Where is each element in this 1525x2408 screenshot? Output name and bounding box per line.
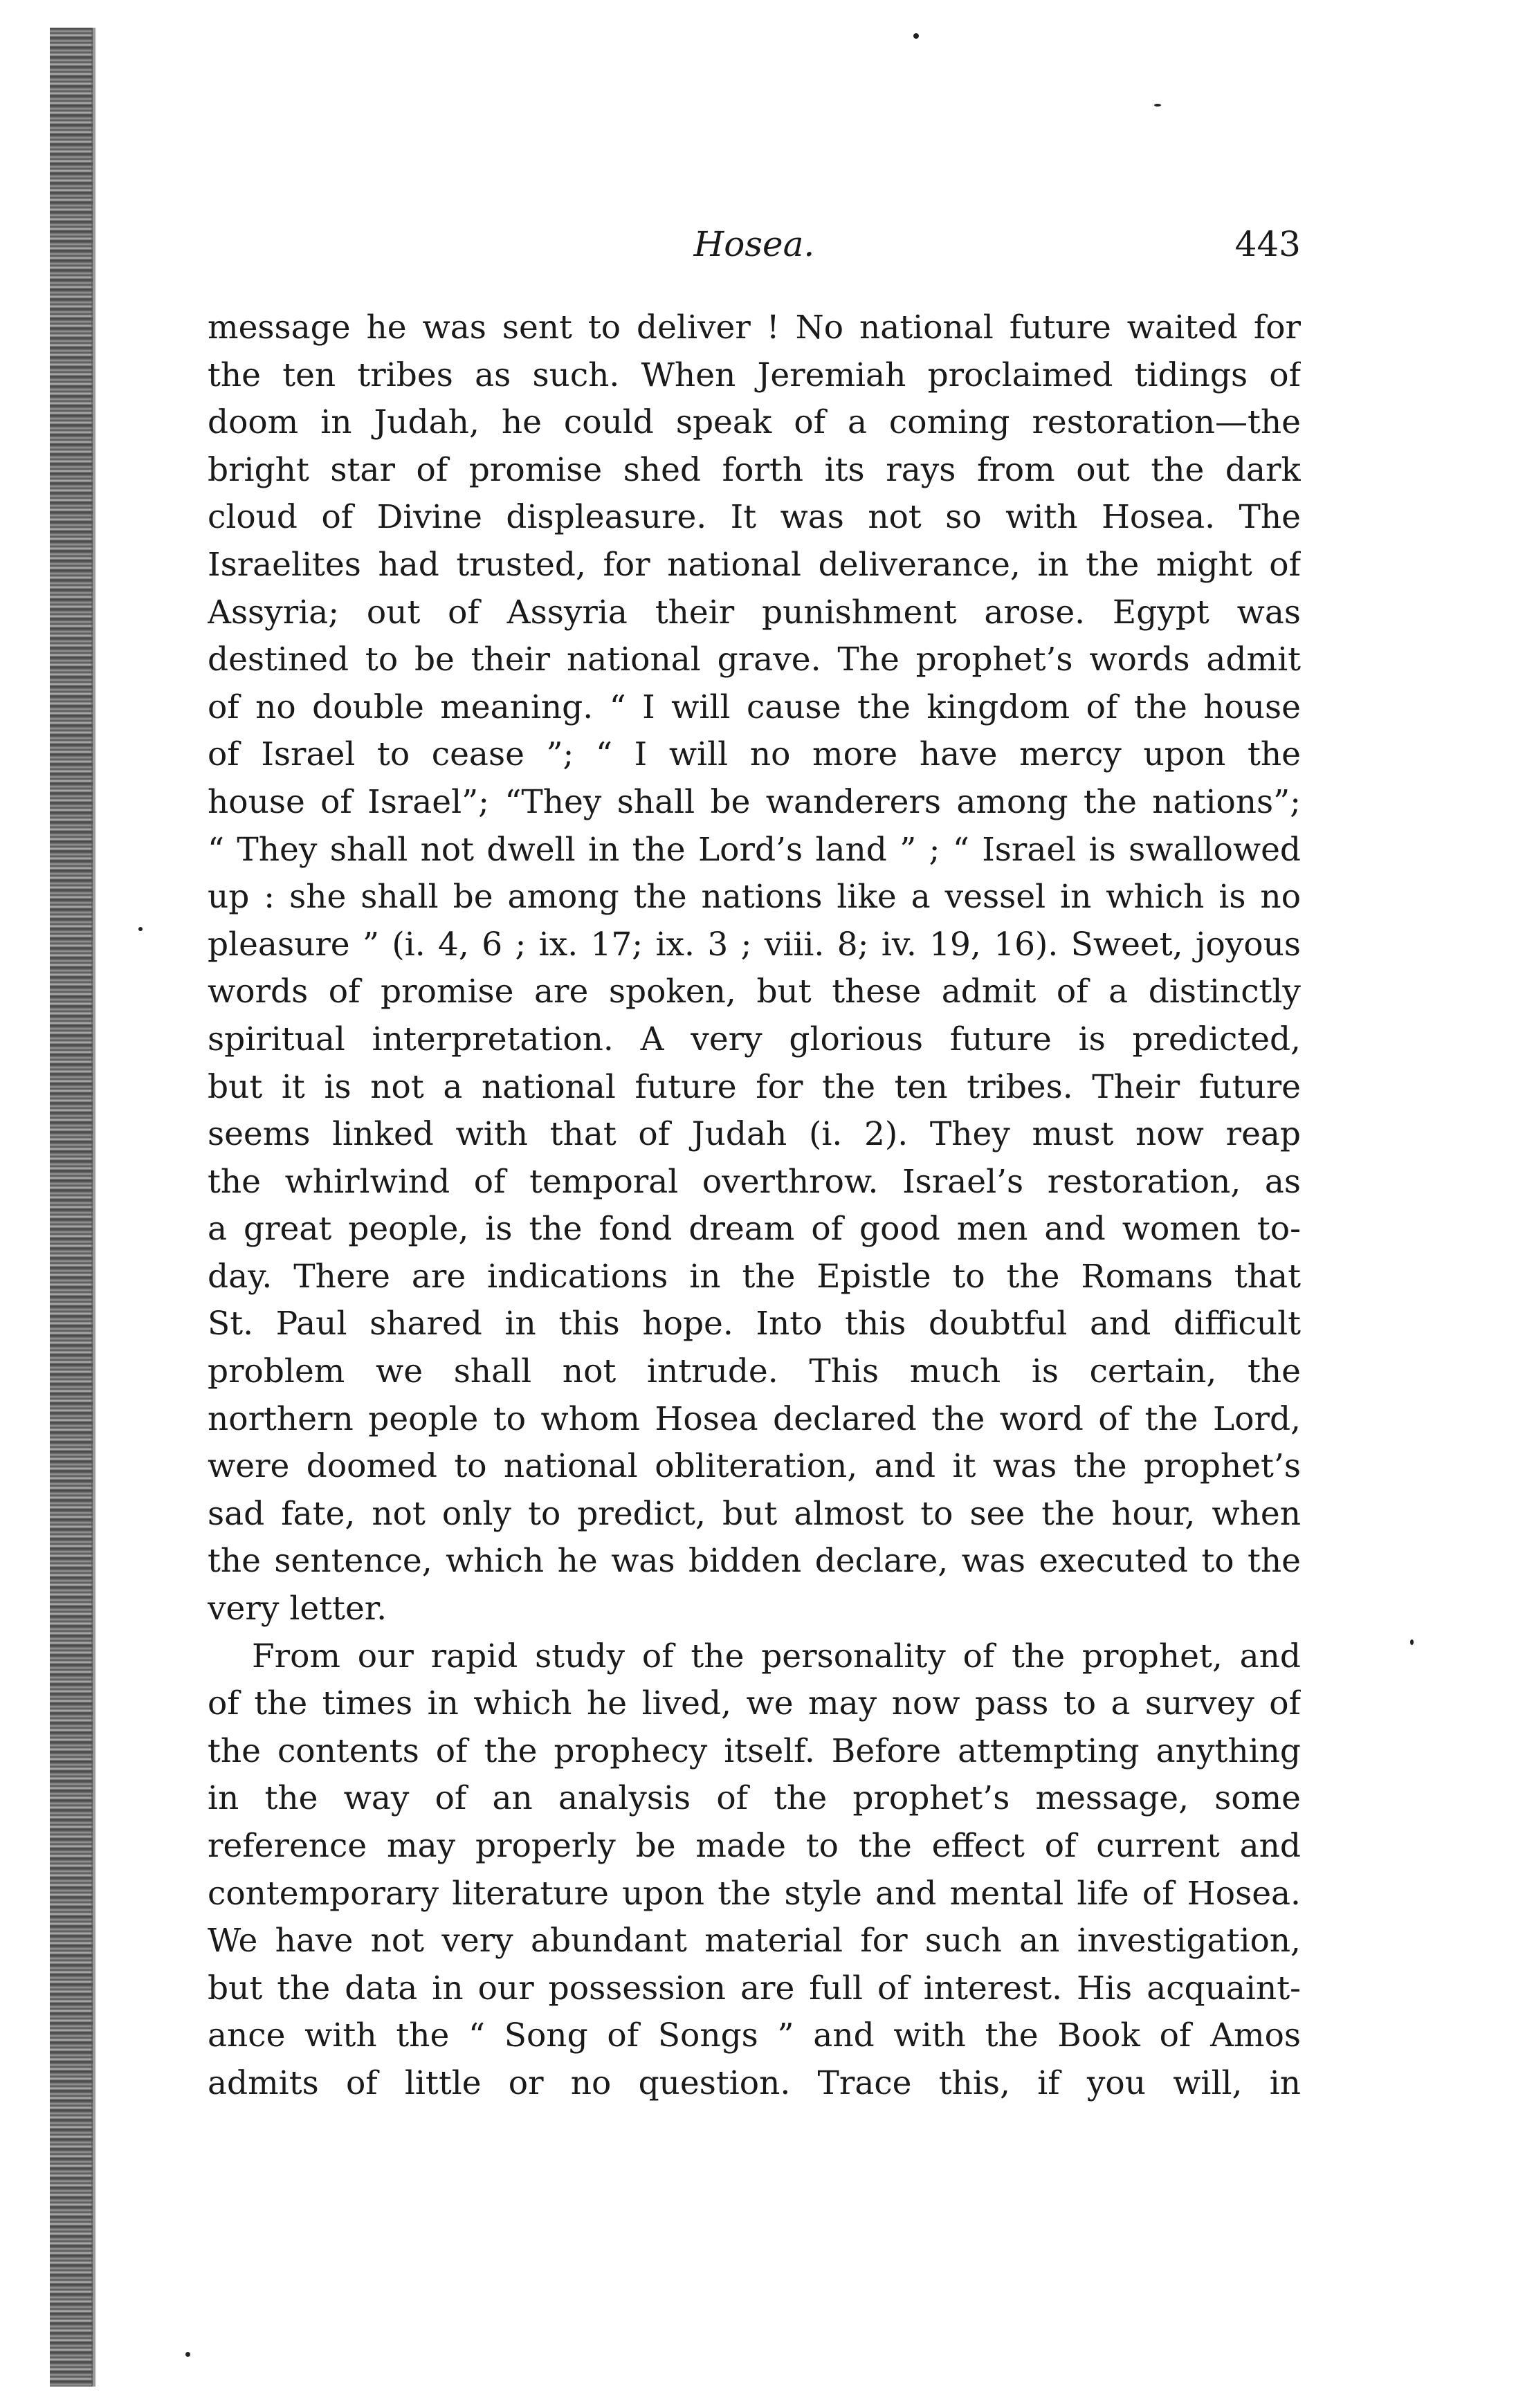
text-line: ance with the “ Song of Songs ” and with the Book of Amos xyxy=(208,2016,1301,2055)
text-line: bright star of promise shed forth its rays from out the dark xyxy=(208,450,1301,489)
text-line: of Israel to cease ”; “ I will no more have mercy upon the xyxy=(208,735,1301,774)
binding-shadow xyxy=(91,28,95,2387)
text-line: reference may properly be made to the effect of current and xyxy=(208,1827,1301,1865)
text-line: very letter. xyxy=(208,1590,387,1628)
text-line: cloud of Divine displeasure. It was not so with Hosea. The xyxy=(208,498,1301,537)
text-line: of the times in which he lived, we may now pass to a survey of xyxy=(208,1684,1301,1723)
text-line: Israelites had trusted, for national deliverance, in the might of xyxy=(208,545,1301,584)
text-line: words of promise are spoken, but these admit of a distinctly xyxy=(208,973,1301,1011)
text-line: sad fate, not only to predict, but almost to see the hour, when xyxy=(208,1494,1301,1533)
ink-speck xyxy=(185,2352,190,2357)
text-line: destined to be their national grave. The prophet’s words admit xyxy=(208,641,1301,679)
text-line: From our rapid study of the personality of the prophet, and xyxy=(252,1637,1301,1675)
text-line: problem we shall not intrude. This much is certain, the xyxy=(208,1352,1301,1391)
text-line: day. There are indications in the Epistle to the Romans that xyxy=(208,1257,1301,1296)
text-line: the ten tribes as such. When Jeremiah proclaimed tidings of xyxy=(208,356,1301,394)
running-title: Hosea. xyxy=(693,224,815,264)
paragraph xyxy=(208,304,1301,1633)
ink-speck xyxy=(138,927,143,931)
text-line: Assyria; out of Assyria their punishment arose. Egypt was xyxy=(208,593,1301,632)
text-line: of no double meaning. “ I will cause the kingdom of the house xyxy=(208,688,1301,726)
text-line: doom in Judah, he could speak of a coming restoration—the xyxy=(208,403,1301,442)
text-line: We have not very abundant material for such an investigation, xyxy=(208,1922,1301,1960)
text-line: in the way of an analysis of the prophet’s message, some xyxy=(208,1779,1301,1818)
text-line: message he was sent to deliver ! No national future waited for xyxy=(208,309,1301,347)
body-text xyxy=(208,304,1301,2108)
text-line: spiritual interpretation. A very glorious future is predicted, xyxy=(208,1020,1301,1058)
text-line: but the data in our possession are full of interest. His acquaint- xyxy=(208,1969,1301,2007)
text-line: St. Paul shared in this hope. Into this doubtful and difficult xyxy=(208,1305,1301,1343)
text-line: up : she shall be among the nations like a vessel in which is no xyxy=(208,878,1301,917)
ink-speck xyxy=(913,33,919,39)
text-line: house of Israel”; “They shall be wanderers among the nations”; xyxy=(208,782,1301,821)
text-line: the whirlwind of temporal overthrow. Israel’s restoration, as xyxy=(208,1162,1301,1201)
text-line: the contents of the prophecy itself. Before attempting anything xyxy=(208,1731,1301,1770)
text-line: but it is not a national future for the ten tribes. Their future xyxy=(208,1067,1301,1106)
text-line: the sentence, which he was bidden declare, was executed to the xyxy=(208,1542,1301,1581)
text-line: pleasure ” (i. 4, 6 ; ix. 17; ix. 3 ; viii. 8; iv. 19, 16). Sweet, joyous xyxy=(208,925,1301,964)
text-line: “ They shall not dwell in the Lord’s land ” ; “ Israel is swallowed xyxy=(208,830,1301,869)
text-line: admits of little or no question. Trace this, if you will, in xyxy=(208,2064,1301,2102)
text-line: northern people to whom Hosea declared the word of the Lord, xyxy=(208,1399,1301,1438)
text-line: were doomed to national obliteration, and it was the prophet’s xyxy=(208,1447,1301,1486)
book-binding-edge xyxy=(50,28,93,2387)
ink-speck xyxy=(1410,1639,1414,1645)
text-line: contemporary literature upon the style and mental life of Hosea. xyxy=(208,1874,1301,1913)
running-header xyxy=(208,220,1301,268)
text-line: seems linked with that of Judah (i. 2). They must now reap xyxy=(208,1115,1301,1154)
page-number: 443 xyxy=(1234,224,1301,264)
text-line: a great people, is the fond dream of good men and women to- xyxy=(208,1210,1301,1249)
ink-speck xyxy=(1154,104,1161,107)
paragraph xyxy=(208,1633,1301,2108)
